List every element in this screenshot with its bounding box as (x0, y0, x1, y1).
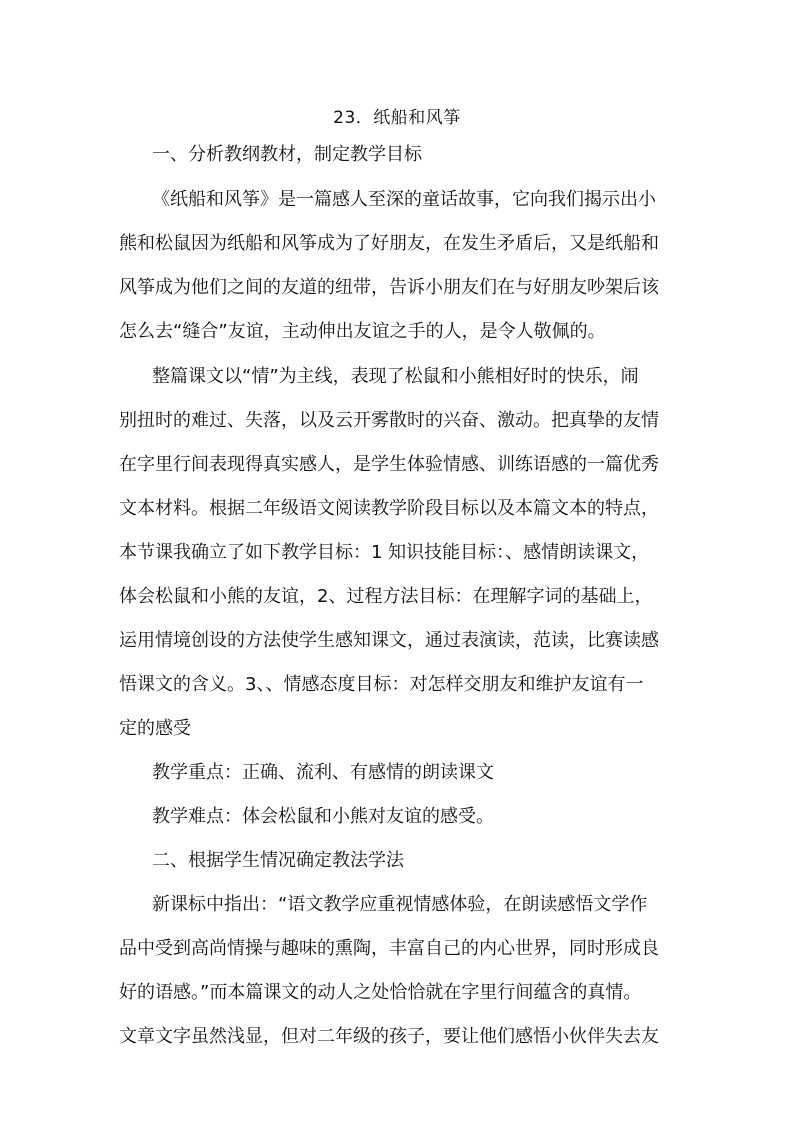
lesson-title: 23．纸船和风筝 (333, 108, 461, 128)
paragraph-2-line-4: 文本材料。根据二年级语文阅读教学阶段目标以及本篇文本的特点， (119, 498, 659, 519)
section-heading-2: 二、根据学生情况确定教法学法 (152, 850, 404, 871)
paragraph-2-line-5: 本节课我确立了如下教学目标：1 知识技能目标：、感情朗读课文， (119, 542, 650, 563)
paragraph-2-line-8: 悟课文的含义。3、、情感态度目标：对怎样交朋友和维护友谊有一 (119, 674, 644, 695)
teaching-difficulty: 教学难点：体会松鼠和小熊对友谊的感受。 (152, 806, 494, 827)
paragraph-2-line-6: 体会松鼠和小熊的友谊，2、过程方法目标：在理解字词的基础上， (119, 586, 653, 607)
paragraph-1-line-1: 《纸船和风筝》是一篇感人至深的童话故事，它向我们揭示出小 (152, 189, 656, 210)
paragraph-2-line-7: 运用情境创设的方法使学生感知课文，通过表演读，范读，比赛读感 (119, 630, 659, 651)
paragraph-2-line-1: 整篇课文以“情”为主线，表现了松鼠和小熊相好时的快乐，闹 (152, 366, 639, 387)
paragraph-3-line-3: 好的语感。”而本篇课文的动人之处恰恰就在字里行间蕴含的真情。 (119, 982, 642, 1003)
paragraph-2-line-9: 定的感受 (119, 718, 191, 739)
paragraph-3-line-1: 新课标中指出：“语文教学应重视情感体验，在朗读感悟文学作 (152, 894, 648, 915)
teaching-focus: 教学重点：正确、流利、有感情的朗读课文 (152, 762, 494, 783)
section-heading-1: 一、分析教纲教材，制定教学目标 (152, 144, 422, 165)
paragraph-1-line-4: 怎么去“缝合”友谊，主动伸出友谊之手的人，是令人敬佩的。 (119, 321, 606, 342)
paragraph-2-line-3: 在字里行间表现得真实感人，是学生体验情感、训练语感的一篇优秀 (119, 454, 659, 475)
paragraph-1-line-3: 风筝成为他们之间的友道的纽带，告诉小朋友们在与好朋友吵架后该 (119, 277, 659, 298)
paragraph-3-line-2: 品中受到高尚情操与趣味的熏陶，丰富自己的内心世界，同时形成良 (119, 938, 659, 959)
paragraph-1-line-2: 熊和松鼠因为纸船和风筝成为了好朋友，在发生矛盾后，又是纸船和 (119, 233, 659, 254)
paragraph-2-line-2: 别扭时的难过、失落，以及云开雾散时的兴奋、激动。把真挚的友情 (119, 410, 659, 431)
paragraph-3-line-4: 文章文字虽然浅显，但对二年级的孩子，要让他们感悟小伙伴失去友 (119, 1026, 659, 1047)
